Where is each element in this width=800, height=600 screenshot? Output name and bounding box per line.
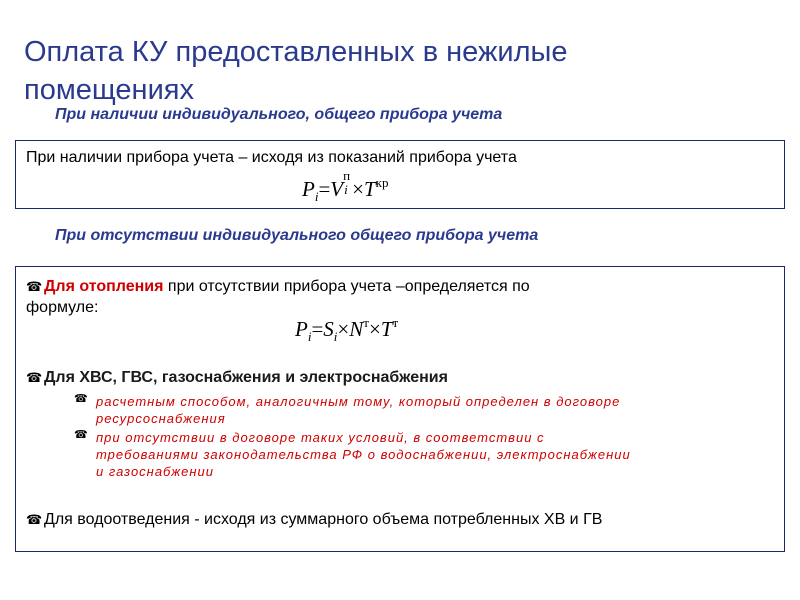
subheading-with-meter: При наличии индивидуального, общего прибора учета bbox=[55, 106, 503, 123]
bullet-drainage bbox=[26, 511, 602, 529]
sub-item-calc-line2: ресурсоснабжения bbox=[96, 411, 226, 426]
with-meter-box bbox=[15, 140, 785, 209]
formula-with-meter bbox=[302, 168, 389, 204]
sub-item-law bbox=[96, 429, 776, 480]
formula2-times1: × bbox=[337, 317, 350, 341]
formula2-t-sup: т bbox=[392, 315, 399, 330]
water-gas-electric-text: Для ХВС, ГВС, газоснабжения и электроснабжения bbox=[44, 369, 448, 386]
formula2-n: N bbox=[349, 317, 364, 341]
formula2-s: S bbox=[323, 317, 334, 341]
formula-v-sup: п bbox=[343, 168, 351, 183]
formula2-p: P bbox=[295, 317, 308, 341]
sub-item-law-line2: требованиями законодательства РФ о водоснабжении, электроснабжении bbox=[96, 447, 631, 462]
heating-text: при отсутствии прибора учета –определяется по bbox=[163, 278, 530, 295]
sub-item-calc bbox=[96, 393, 776, 427]
phone-icon: ☎ bbox=[26, 371, 43, 386]
formula2-s-sub: i bbox=[333, 329, 338, 344]
formula-heating bbox=[295, 317, 398, 342]
formula2-p-sub: i bbox=[307, 329, 312, 344]
formula-v: V bbox=[330, 177, 344, 201]
phone-icon: ☎ bbox=[74, 428, 88, 441]
phone-icon: ☎ bbox=[74, 392, 88, 405]
sub-item-law-line3: и газоснабжении bbox=[96, 464, 215, 479]
without-meter-box bbox=[15, 266, 785, 552]
sub-item-law-line1: при отсутствии в договоре таких условий, в соответствии с bbox=[96, 430, 545, 445]
formula-t: T bbox=[363, 177, 376, 201]
phone-icon: ☎ bbox=[26, 513, 43, 528]
formula-eq: = bbox=[318, 177, 331, 201]
with-meter-text: При наличии прибора учета – исходя из показаний прибора учета bbox=[26, 149, 517, 166]
drainage-text: Для водоотведения - исходя из суммарного объема потребленных ХВ и ГВ bbox=[44, 511, 603, 528]
bullet-heating bbox=[26, 277, 776, 318]
formula-v-sub: i bbox=[344, 182, 348, 197]
heating-text-2: формуле: bbox=[26, 299, 99, 316]
bullet-water-gas-electric bbox=[26, 369, 448, 387]
phone-icon: ☎ bbox=[26, 280, 43, 295]
slide-title: Оплата КУ предоставленных в нежилые помещениях bbox=[24, 36, 568, 106]
formula-p-sub: i bbox=[314, 189, 319, 204]
formula-p: P bbox=[302, 177, 315, 201]
formula-t-sup: кр bbox=[375, 175, 389, 190]
formula2-t: T bbox=[380, 317, 393, 341]
formula-times: × bbox=[352, 177, 364, 201]
sub-item-calc-line1: расчетным способом, аналогичным тому, который определен в договоре bbox=[96, 394, 621, 409]
heating-highlight: Для отопления bbox=[44, 278, 164, 295]
subheading-without-meter: При отсутствии индивидуального общего прибора учета bbox=[55, 227, 539, 244]
formula2-eq: = bbox=[311, 317, 324, 341]
formula2-times2: × bbox=[368, 317, 381, 341]
formula2-n-sup: т bbox=[363, 315, 369, 330]
